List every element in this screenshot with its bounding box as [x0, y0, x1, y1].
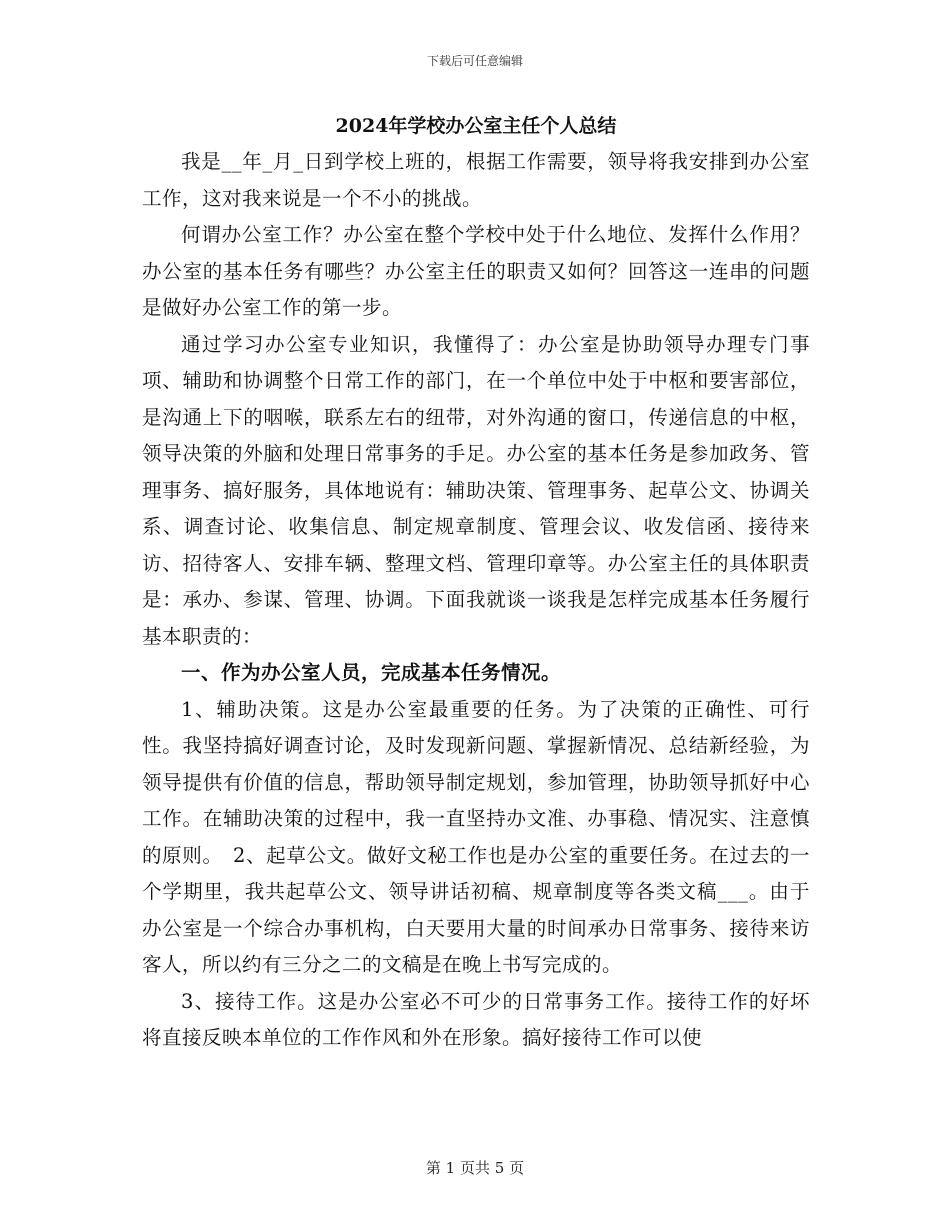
paragraph-intro: 我是__年_月_日到学校上班的，根据工作需要，领导将我安排到办公室工作，这对我来说是一个不小的挑战。 — [142, 150, 810, 210]
document-body — [142, 108, 810, 1057]
paragraph-decision-support: 1、辅助决策。这是办公室最重要的任务。为了决策的正确性、可行性。我坚持搞好调查讨论，及时发现新问题、掌握新情况、总结新经验，为领导提供有价值的信息，帮助领导制定规划，参加管理，协助领导抓好中心工作。在辅助决策的过程中，我一直坚持办文准、办事稳、情况实、注意慎的原则。 2、起草公文。做好文秘工作也是办公室的重要任务。在过去的一个学期里，我共起草公文、领导讲话初稿、规章制度等各类文稿___。由于办公室是一个综合办事机构，白天要用大量的时间承办日常事务、接待来访客人，所以约有三分之二的文稿是在晚上书写完成的。 — [142, 697, 810, 976]
page-footer: 第 1 页共 5 页 — [425, 1159, 525, 1177]
document-title: 2024年学校办公室主任个人总结 — [335, 115, 617, 137]
paragraph-understanding: 通过学习办公室专业知识，我懂得了：办公室是协助领导办理专门事项、辅助和协调整个日常工作的部门，在一个单位中处于中枢和要害部位，是沟通上下的咽喉，联系左右的纽带，对外沟通的窗口，传递信息的中枢，领导决策的外脑和处理日常事务的手足。办公室的基本任务是参加政务、管理事务、搞好服务，具体地说有：辅助决策、管理事务、起草公文、协调关系、调查讨论、收集信息、制定规章制度、管理会议、收发信函、接待来访、招待客人、安排车辆、整理文档、管理印章等。办公室主任的具体职责是：承办、参谋、管理、协调。下面我就谈一谈我是怎样完成基本任务履行基本职责的： — [142, 332, 810, 648]
paragraph-questions: 何谓办公室工作？办公室在整个学校中处于什么地位、发挥什么作用？办公室的基本任务有哪些？办公室主任的职责又如何？回答这一连串的问题是做好办公室工作的第一步。 — [142, 223, 810, 319]
section-heading: 一、作为办公室人员，完成基本任务情况。 — [181, 661, 562, 684]
paragraph-reception: 3、接待工作。这是办公室必不可少的日常事务工作。接待工作的好坏将直接反映本单位的工作作风和外在形象。搞好接待工作可以使 — [142, 989, 810, 1049]
page-header: 下载后可任意编辑 — [426, 54, 523, 68]
